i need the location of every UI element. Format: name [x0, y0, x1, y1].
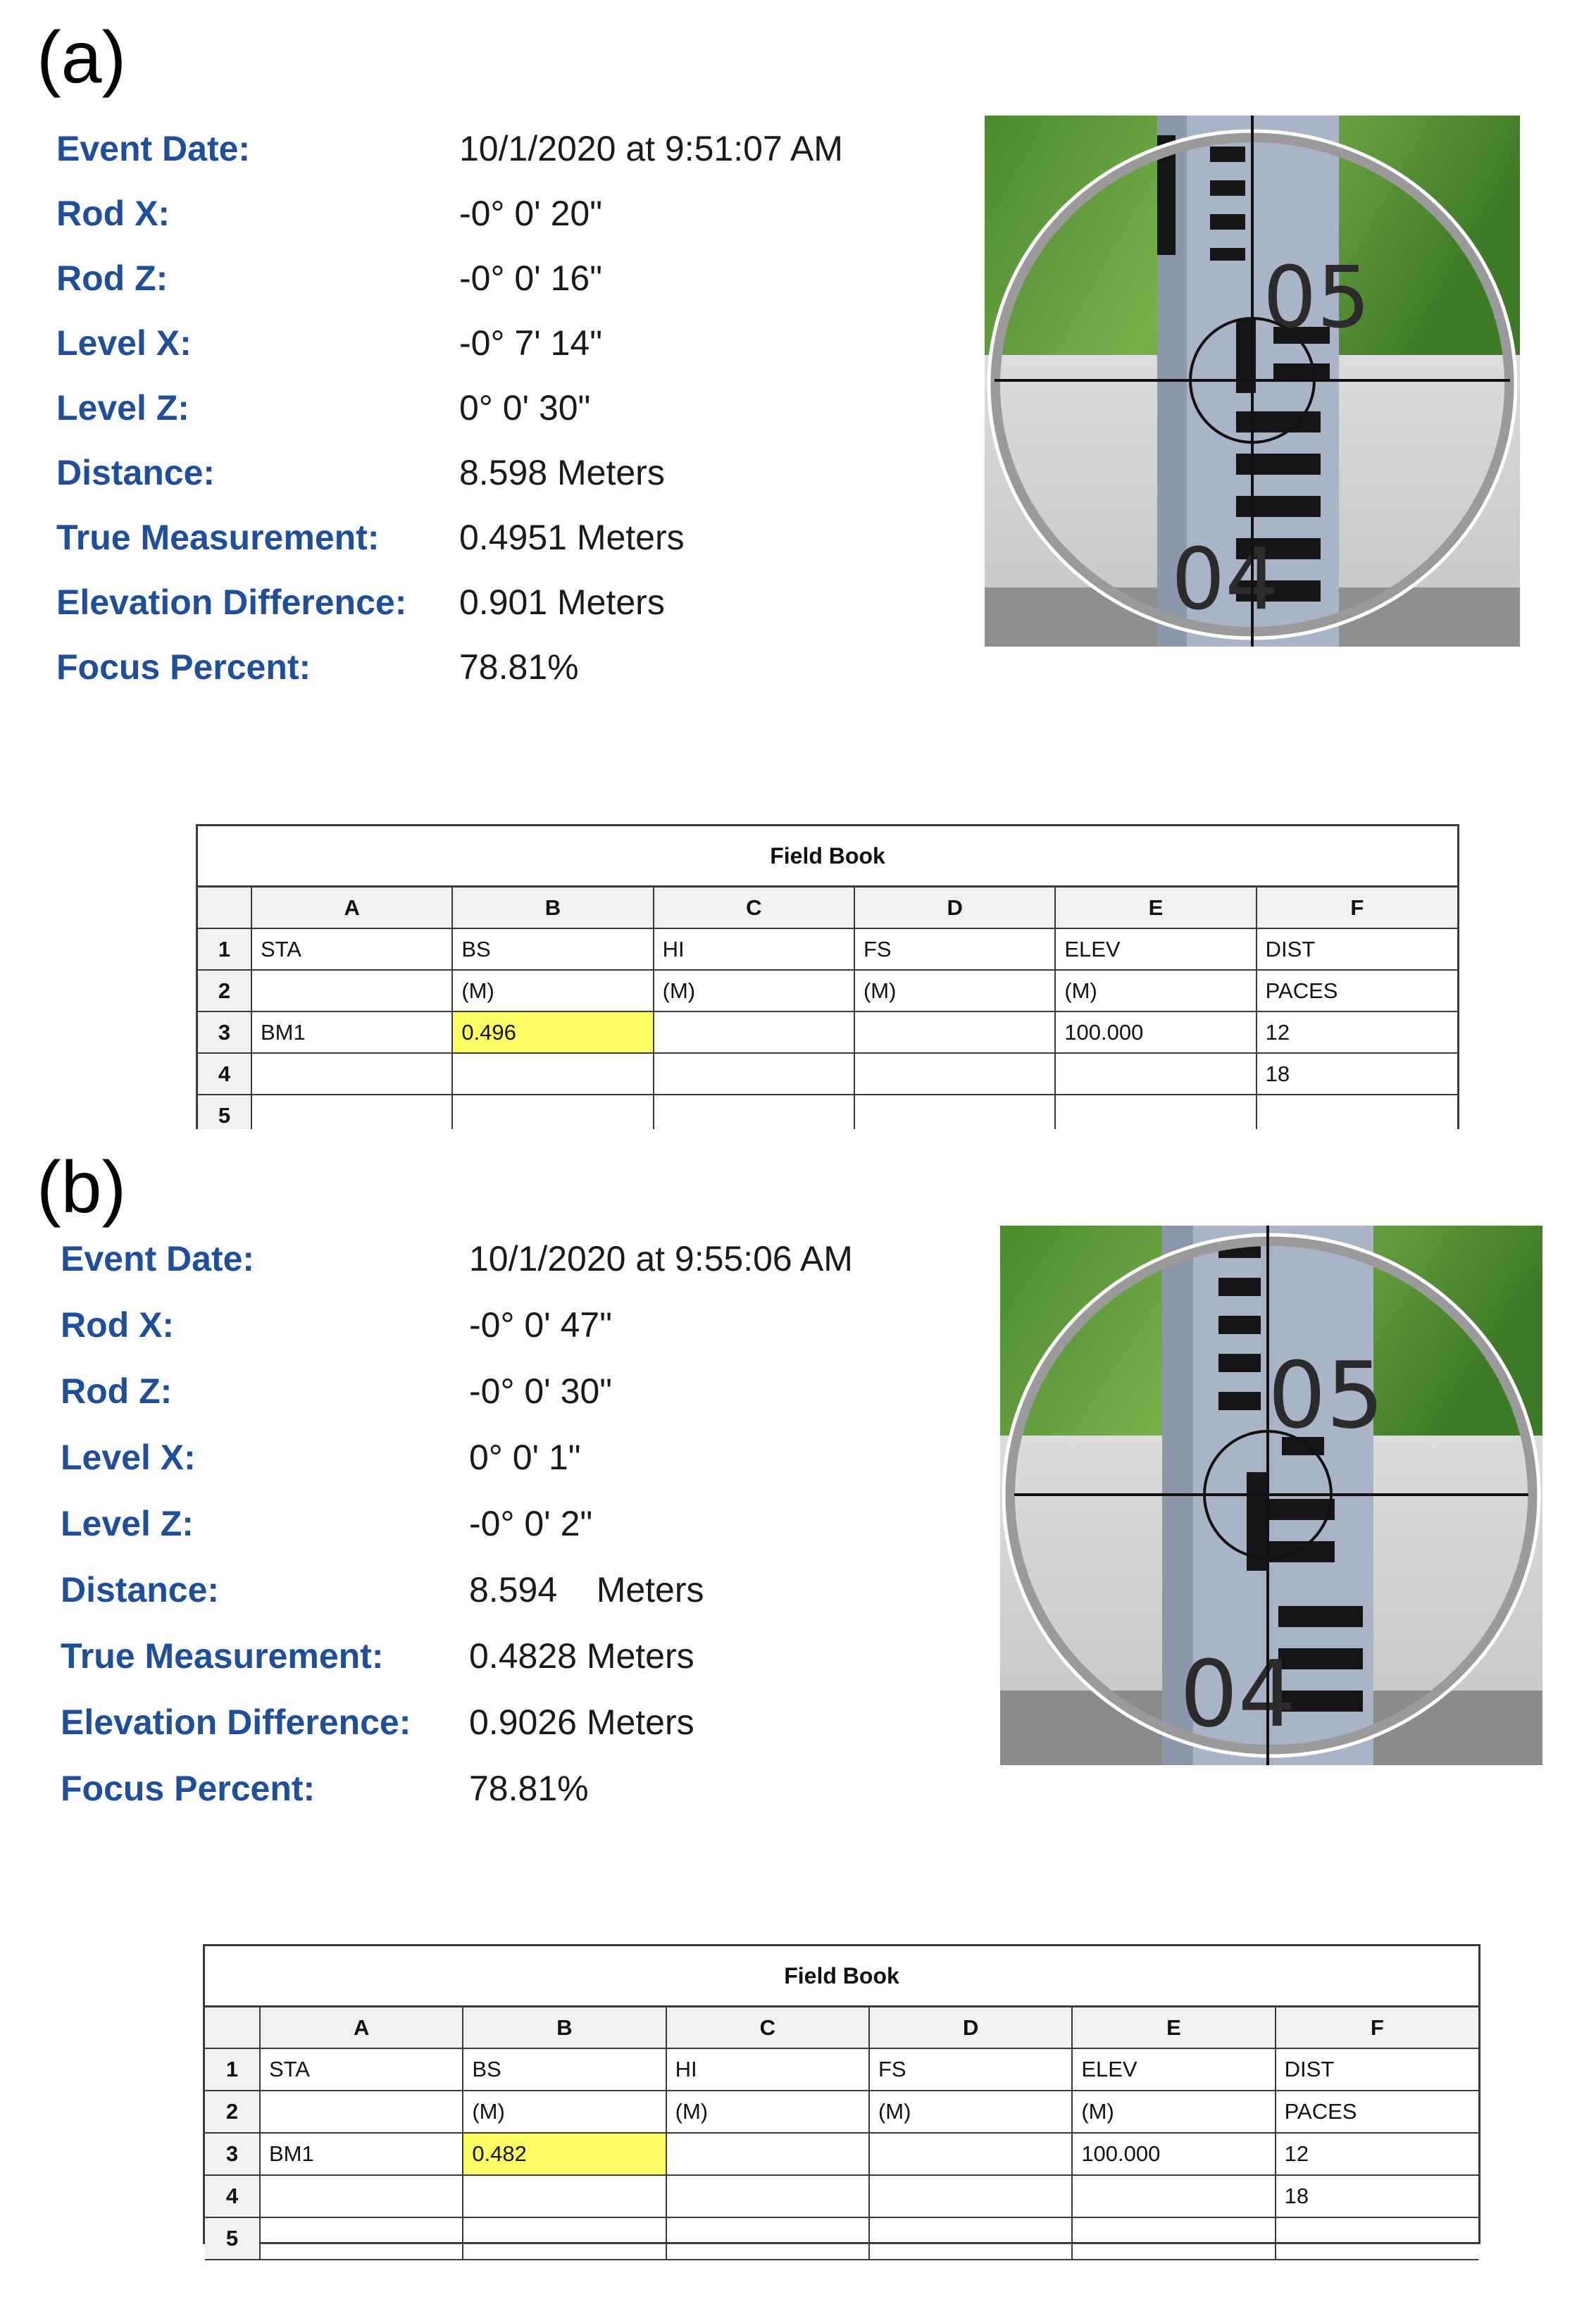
column-header-row: [205, 2007, 1478, 2048]
info-value: 0.4951 Meters: [459, 518, 685, 557]
info-label: Level X:: [61, 1438, 196, 1477]
info-value: -0° 0' 30": [469, 1371, 612, 1411]
info-value: -0° 0' 2": [469, 1504, 593, 1543]
panel-b: [0, 1134, 1596, 2316]
info-value: -0° 0' 16": [459, 259, 602, 298]
row-number[interactable]: 4: [198, 1053, 251, 1095]
table-cell[interactable]: [251, 1053, 452, 1095]
column-header-row: [198, 888, 1457, 928]
table-cell[interactable]: (M): [1055, 970, 1256, 1011]
info-label: Rod Z:: [61, 1371, 173, 1411]
table-cell[interactable]: 18: [1276, 2175, 1478, 2217]
info-label: Elevation Difference:: [56, 583, 407, 622]
table-cell[interactable]: DIST: [1276, 2048, 1478, 2091]
panel-label: (a): [37, 17, 127, 99]
table-cell[interactable]: BS: [452, 928, 653, 970]
row-number[interactable]: 3: [205, 2133, 260, 2175]
table-cell[interactable]: [260, 2091, 463, 2133]
info-label: Level Z:: [56, 388, 189, 428]
table-cell-selected[interactable]: 0.496: [452, 1011, 653, 1053]
row-number[interactable]: 4: [205, 2175, 260, 2217]
info-label: Distance:: [61, 1570, 220, 1610]
field-book-title: Field Book: [205, 1946, 1478, 2007]
column-header[interactable]: C: [666, 2007, 869, 2048]
table-cell[interactable]: [260, 2175, 463, 2217]
table-row: [205, 2175, 1478, 2217]
info-label: Rod X:: [56, 194, 170, 233]
scope-view-image: [1000, 1226, 1542, 1765]
info-value: -0° 0' 47": [469, 1305, 612, 1345]
info-label: Rod Z:: [56, 259, 168, 298]
info-label: Event Date:: [56, 129, 251, 168]
table-cell[interactable]: [869, 2175, 1072, 2217]
table-cell[interactable]: [666, 2217, 869, 2260]
info-label: Distance:: [56, 453, 216, 492]
field-book: [196, 824, 1459, 1129]
table-cell[interactable]: HI: [666, 2048, 869, 2091]
table-row: [198, 1011, 1457, 1053]
rod-mark-upper: 05: [1263, 249, 1371, 347]
column-header[interactable]: D: [854, 888, 1055, 928]
field-book-table: [198, 888, 1457, 1129]
row-number[interactable]: 5: [198, 1095, 251, 1129]
table-row: [198, 928, 1457, 970]
table-cell[interactable]: [654, 1095, 854, 1129]
table-cell[interactable]: ELEV: [1055, 928, 1256, 970]
row-number[interactable]: 1: [198, 928, 251, 970]
info-value: 0.901 Meters: [459, 583, 665, 622]
row-number[interactable]: 3: [198, 1011, 251, 1053]
rod-mark-upper: 05: [1268, 1342, 1385, 1449]
table-cell[interactable]: BM1: [260, 2133, 463, 2175]
table-cell[interactable]: (M): [854, 970, 1055, 1011]
table-cell[interactable]: [1276, 2217, 1478, 2260]
table-row: [198, 1095, 1457, 1129]
table-row: [198, 1053, 1457, 1095]
table-cell[interactable]: [463, 2217, 666, 2260]
table-cell[interactable]: [666, 2133, 869, 2175]
info-value: 8.594 Meters: [469, 1570, 704, 1610]
table-cell[interactable]: [463, 2175, 666, 2217]
table-cell-selected[interactable]: 0.482: [463, 2133, 666, 2175]
table-cell[interactable]: [452, 1095, 653, 1129]
info-value: 0° 0' 1": [469, 1438, 581, 1477]
table-row: [205, 2217, 1478, 2260]
table-cell[interactable]: 100.000: [1072, 2133, 1275, 2175]
info-label: Rod X:: [61, 1305, 175, 1345]
table-cell[interactable]: 18: [1257, 1053, 1457, 1095]
corner-cell: [198, 888, 251, 928]
table-cell[interactable]: [251, 1095, 452, 1129]
rod-mark-lower: 04: [1180, 1640, 1297, 1748]
table-cell[interactable]: STA: [260, 2048, 463, 2091]
info-value: -0° 0' 20": [459, 194, 602, 233]
table-cell[interactable]: (M): [869, 2091, 1072, 2133]
column-header[interactable]: A: [251, 888, 452, 928]
table-cell[interactable]: 12: [1257, 1011, 1457, 1053]
field-book-table: [205, 2007, 1478, 2260]
table-cell[interactable]: [666, 2175, 869, 2217]
info-value: 0.4828 Meters: [469, 1636, 694, 1676]
info-label: Level X:: [56, 323, 192, 363]
column-header[interactable]: E: [1055, 888, 1256, 928]
info-value: 0.9026 Meters: [469, 1702, 694, 1742]
table-cell[interactable]: BS: [463, 2048, 666, 2091]
info-label: Elevation Difference:: [61, 1702, 411, 1742]
info-label: True Measurement:: [61, 1636, 384, 1676]
info-label: Focus Percent:: [56, 647, 311, 687]
column-header[interactable]: B: [452, 888, 653, 928]
table-cell[interactable]: [1055, 1053, 1256, 1095]
row-number[interactable]: 5: [205, 2217, 260, 2260]
table-cell[interactable]: 12: [1276, 2133, 1478, 2175]
table-cell[interactable]: ELEV: [1072, 2048, 1275, 2091]
table-cell[interactable]: (M): [654, 970, 854, 1011]
rod-mark-lower: 04: [1171, 531, 1279, 629]
column-header[interactable]: A: [260, 2007, 463, 2048]
info-value: 10/1/2020 at 9:51:07 AM: [459, 129, 843, 168]
table-cell[interactable]: [654, 1011, 854, 1053]
scope-view: [1000, 1226, 1542, 1765]
table-cell[interactable]: 100.000: [1055, 1011, 1256, 1053]
table-cell[interactable]: BM1: [251, 1011, 452, 1053]
info-label: Level Z:: [61, 1504, 194, 1543]
table-cell[interactable]: HI: [654, 928, 854, 970]
table-cell[interactable]: [1072, 2175, 1275, 2217]
table-cell[interactable]: [452, 1053, 653, 1095]
info-value: 78.81%: [469, 1769, 589, 1808]
table-cell[interactable]: STA: [251, 928, 452, 970]
row-number[interactable]: 1: [205, 2048, 260, 2091]
table-cell[interactable]: [854, 1053, 1055, 1095]
table-cell[interactable]: [1257, 1095, 1457, 1129]
info-value: 0° 0' 30": [459, 388, 591, 428]
column-header[interactable]: D: [869, 2007, 1072, 2048]
table-cell[interactable]: [854, 1011, 1055, 1053]
column-header[interactable]: F: [1276, 2007, 1478, 2048]
table-cell[interactable]: PACES: [1257, 970, 1457, 1011]
field-book: [203, 1944, 1480, 2250]
table-cell[interactable]: [260, 2217, 463, 2260]
field-book-title: Field Book: [198, 826, 1457, 888]
column-header[interactable]: F: [1257, 888, 1457, 928]
table-cell[interactable]: (M): [666, 2091, 869, 2133]
table-cell[interactable]: [869, 2217, 1072, 2260]
table-row: [198, 970, 1457, 1011]
panel-label: (b): [37, 1147, 127, 1228]
info-label: True Measurement:: [56, 518, 380, 557]
info-value: 10/1/2020 at 9:55:06 AM: [469, 1239, 853, 1278]
table-cell[interactable]: PACES: [1276, 2091, 1478, 2133]
column-header[interactable]: E: [1072, 2007, 1275, 2048]
table-cell[interactable]: FS: [869, 2048, 1072, 2091]
table-cell[interactable]: (M): [463, 2091, 666, 2133]
panel-a: [0, 0, 1596, 1134]
table-cell[interactable]: [654, 1053, 854, 1095]
info-label: Event Date:: [61, 1239, 255, 1278]
table-cell[interactable]: (M): [452, 970, 653, 1011]
table-row: [205, 2048, 1478, 2091]
table-cell[interactable]: [869, 2133, 1072, 2175]
table-cell[interactable]: [1072, 2217, 1275, 2260]
table-row: [205, 2091, 1478, 2133]
info-label: Focus Percent:: [61, 1769, 316, 1808]
scope-view: [985, 116, 1520, 647]
table-row: [205, 2133, 1478, 2175]
row-number[interactable]: 2: [198, 970, 251, 1011]
scope-view-image: [985, 116, 1520, 647]
table-cell[interactable]: (M): [1072, 2091, 1275, 2133]
corner-cell: [205, 2007, 260, 2048]
table-cell[interactable]: DIST: [1257, 928, 1457, 970]
table-cell[interactable]: [251, 970, 452, 1011]
table-cell[interactable]: [854, 1095, 1055, 1129]
info-value: 78.81%: [459, 647, 579, 687]
table-cell[interactable]: FS: [854, 928, 1055, 970]
column-header[interactable]: B: [463, 2007, 666, 2048]
row-number[interactable]: 2: [205, 2091, 260, 2133]
column-header[interactable]: C: [654, 888, 854, 928]
info-value: -0° 7' 14": [459, 323, 602, 363]
info-value: 8.598 Meters: [459, 453, 665, 492]
table-cell[interactable]: [1055, 1095, 1256, 1129]
